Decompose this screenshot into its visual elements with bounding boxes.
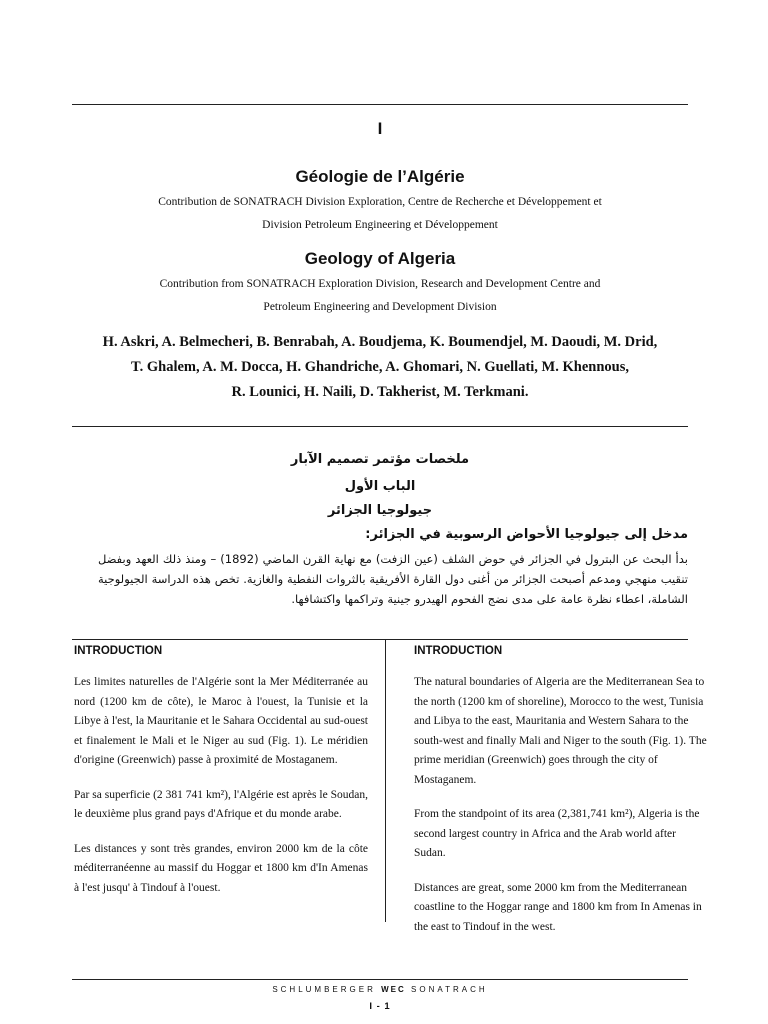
english-paragraph: From the standpoint of its area (2,381,741 km²), Algeria is the second largest country in Africa and the Arab world after Sudan. <box>414 808 700 859</box>
french-paragraph: Par sa superficie (2 381 741 km²), l'Algérie est après le Soudan, le deuxième plus grand pays d'Afrique et du monde arabe. <box>74 788 368 820</box>
chapter-number: I <box>377 119 383 138</box>
footer-brand <box>72 985 688 994</box>
footer-rule <box>72 979 688 980</box>
authors-bottom-rule <box>72 426 688 427</box>
french-contribution-line: Division Petroleum Engineering et Développement <box>262 219 498 231</box>
authors-line: T. Ghalem, A. M. Docca, H. Ghandriche, A. Ghomari, N. Guellati, M. Khennous, <box>131 359 629 375</box>
arabic-subtitle: مدخل إلى جيولوجيا الأحواض الرسوبية في الجزائر: <box>365 527 688 542</box>
arabic-title-line: الباب الأول <box>344 479 416 494</box>
english-contribution-line: Contribution from SONATRACH Exploration Division, Research and Development Centre and <box>159 278 601 290</box>
top-rule <box>72 104 688 105</box>
french-contribution <box>72 191 688 237</box>
english-paragraph: Distances are great, some 2000 km from the Mediterranean coastline to the Hoggar range and 1800 km from In Amenas in the east to Tindouf in the west. <box>414 881 702 933</box>
french-introduction-heading: INTRODUCTION <box>74 645 163 657</box>
footer-brand-left: SCHLUMBERGER <box>272 985 376 994</box>
english-introduction <box>414 645 708 952</box>
authors-list <box>72 330 688 405</box>
footer-brand-right: SONATRACH <box>411 985 488 994</box>
authors-line: H. Askri, A. Belmecheri, B. Benrabah, A. Boudjema, K. Boumendjel, M. Daoudi, M. Drid, <box>102 334 658 350</box>
english-paragraph: The natural boundaries of Algeria are the Mediterranean Sea to the north (1200 km of shoreline), Morocco to the west, Tunisia and Libya to the east, Mauritania and Western Sahara to the south-west and finally Mali and Niger to the south (Fig. 1). The prime meridian (Greenwich) goes through the city of Mostaganem. <box>414 676 707 786</box>
english-contribution-line: Petroleum Engineering and Development Division <box>263 301 497 313</box>
french-paragraph: Les limites naturelles de l'Algérie sont la Mer Méditerranée au nord (1200 km de côte), le Maroc à l'ouest, la Tunisie et la Libye à l'est, la Mauritanie et le Sahara Occidental au sud-ouest et finalement le Mali et le Niger au sud (Fig. 1). Le méridien d'origine (Greenwich) passe à proximité de Mostaganem. <box>74 676 368 766</box>
french-title: Géologie de l’Algérie <box>295 167 465 186</box>
english-introduction-heading: INTRODUCTION <box>414 645 503 657</box>
column-divider <box>385 640 386 922</box>
page-number: I - 1 <box>369 1001 391 1012</box>
footer-brand-mid: WEC <box>381 985 406 994</box>
french-paragraph: Les distances y sont très grandes, environ 2000 km de la côte méditerranéenne au massif du Hoggar et 1800 km d'In Amenas à l'est jusqu' à Tindouf à l'ouest. <box>74 842 368 894</box>
arabic-abstract: بدأ البحث عن البترول في الجزائر في حوض الشلف (عين الزفت) مع نهاية القرن الماضي (1892) – ومنذ ذلك العهد وبفضل تنقيب منهجي ومدعم أصبحت الجزائر من أغنى دول القارة الأفريقية بالثروات النفطية والغازية. تخص هذه الدراسة الجيولوجية الشاملة، اعطاء نظرة عامة على مدى نضج الفحوم الهيدرو جينية وتراكمها واكتشافها. <box>98 552 688 606</box>
authors-line: R. Lounici, H. Naili, D. Takherist, M. Terkmani. <box>231 384 529 400</box>
french-introduction <box>74 645 368 913</box>
intro-top-rule <box>72 639 688 640</box>
arabic-title-line: ملخصات مؤتمر تصميم الآبار <box>290 452 470 467</box>
english-contribution <box>72 273 688 319</box>
arabic-title-line: جيولوجيا الجزائر <box>327 503 433 518</box>
english-title: Geology of Algeria <box>304 249 456 268</box>
french-contribution-line: Contribution de SONATRACH Division Exploration, Centre de Recherche et Développement et <box>158 196 602 208</box>
